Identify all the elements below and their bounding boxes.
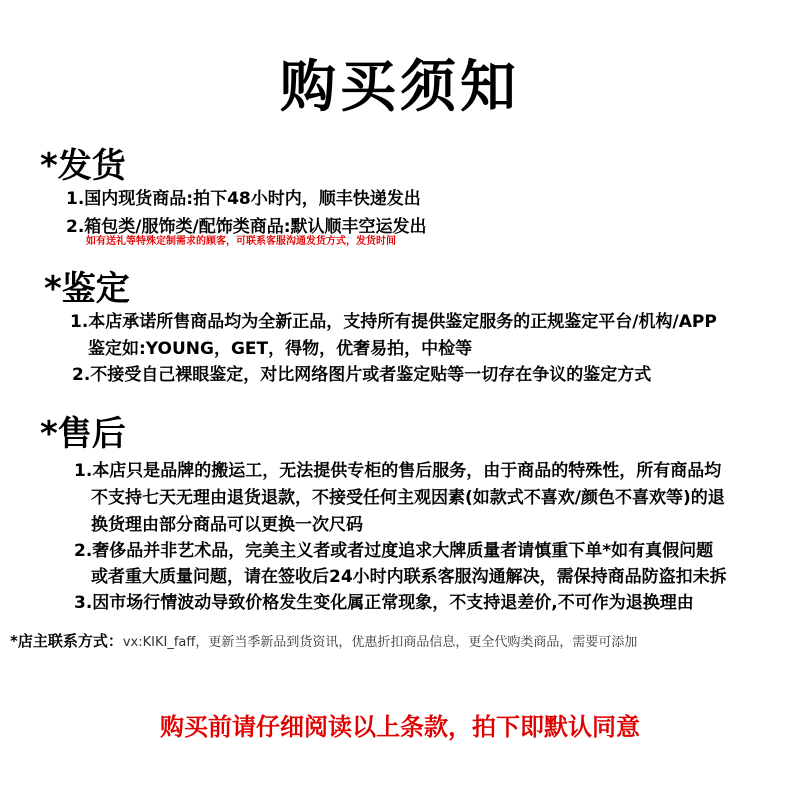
authentication-line-1b: 鉴定如:YOUNG，GET，得物，优奢易拍，中检等 <box>88 339 473 359</box>
page-title: 购买须知 <box>280 55 520 120</box>
after-sales-line-3: 3.因市场行情波动导致价格发生变化属正常现象，不支持退差价,不可作为退换理由 <box>74 593 694 613</box>
authentication-line-2: 2.不接受自己裸眼鉴定，对比网络图片或者鉴定贴等一切存在争议的鉴定方式 <box>72 365 652 385</box>
contact-value: vx:KIKI_faff，更新当季新品到货资讯，优惠折扣商品信息，更全代购类商品，需要可添加 <box>122 635 638 650</box>
after-sales-line-2a: 2.奢侈品并非艺术品，完美主义者或者过度追求大牌质量者请慎重下单*如有真假问题 <box>74 541 714 561</box>
section-heading-after-sales: *售后 <box>40 414 126 454</box>
after-sales-line-2b: 或者重大质量问题，请在签收后24小时内联系客服沟通解决，需保持商品防盗扣未拆 <box>91 567 727 587</box>
shipping-line-2: 2.箱包类/服饰类/配饰类商品:默认顺丰空运发出 <box>66 217 427 237</box>
contact-label: *店主联系方式： <box>10 632 123 650</box>
after-sales-line-1a: 1.本店只是品牌的搬运工，无法提供专柜的售后服务，由于商品的特殊性，所有商品均 <box>74 461 722 481</box>
after-sales-line-1b: 不支持七天无理由退货退款，不接受任何主观因素(如款式不喜欢/颜色不喜欢等)的退 <box>91 488 725 508</box>
section-heading-shipping: *发货 <box>40 146 126 186</box>
shipping-line-1: 1.国内现货商品:拍下48小时内，顺丰快递发出 <box>66 189 421 209</box>
section-heading-authentication: *鉴定 <box>44 269 130 309</box>
shipping-note: 如有送礼等特殊定制需求的顾客，可联系客服沟通发货方式，发货时间 <box>86 236 396 247</box>
after-sales-line-1c: 换货理由部分商品可以更换一次尺码 <box>91 515 363 535</box>
purchase-notice: 购买前请仔细阅读以上条款，拍下即默认同意 <box>160 713 640 741</box>
authentication-line-1a: 1.本店承诺所售商品均为全新正品，支持所有提供鉴定服务的正规鉴定平台/机构/APP <box>70 312 717 332</box>
contact-info <box>10 630 637 654</box>
